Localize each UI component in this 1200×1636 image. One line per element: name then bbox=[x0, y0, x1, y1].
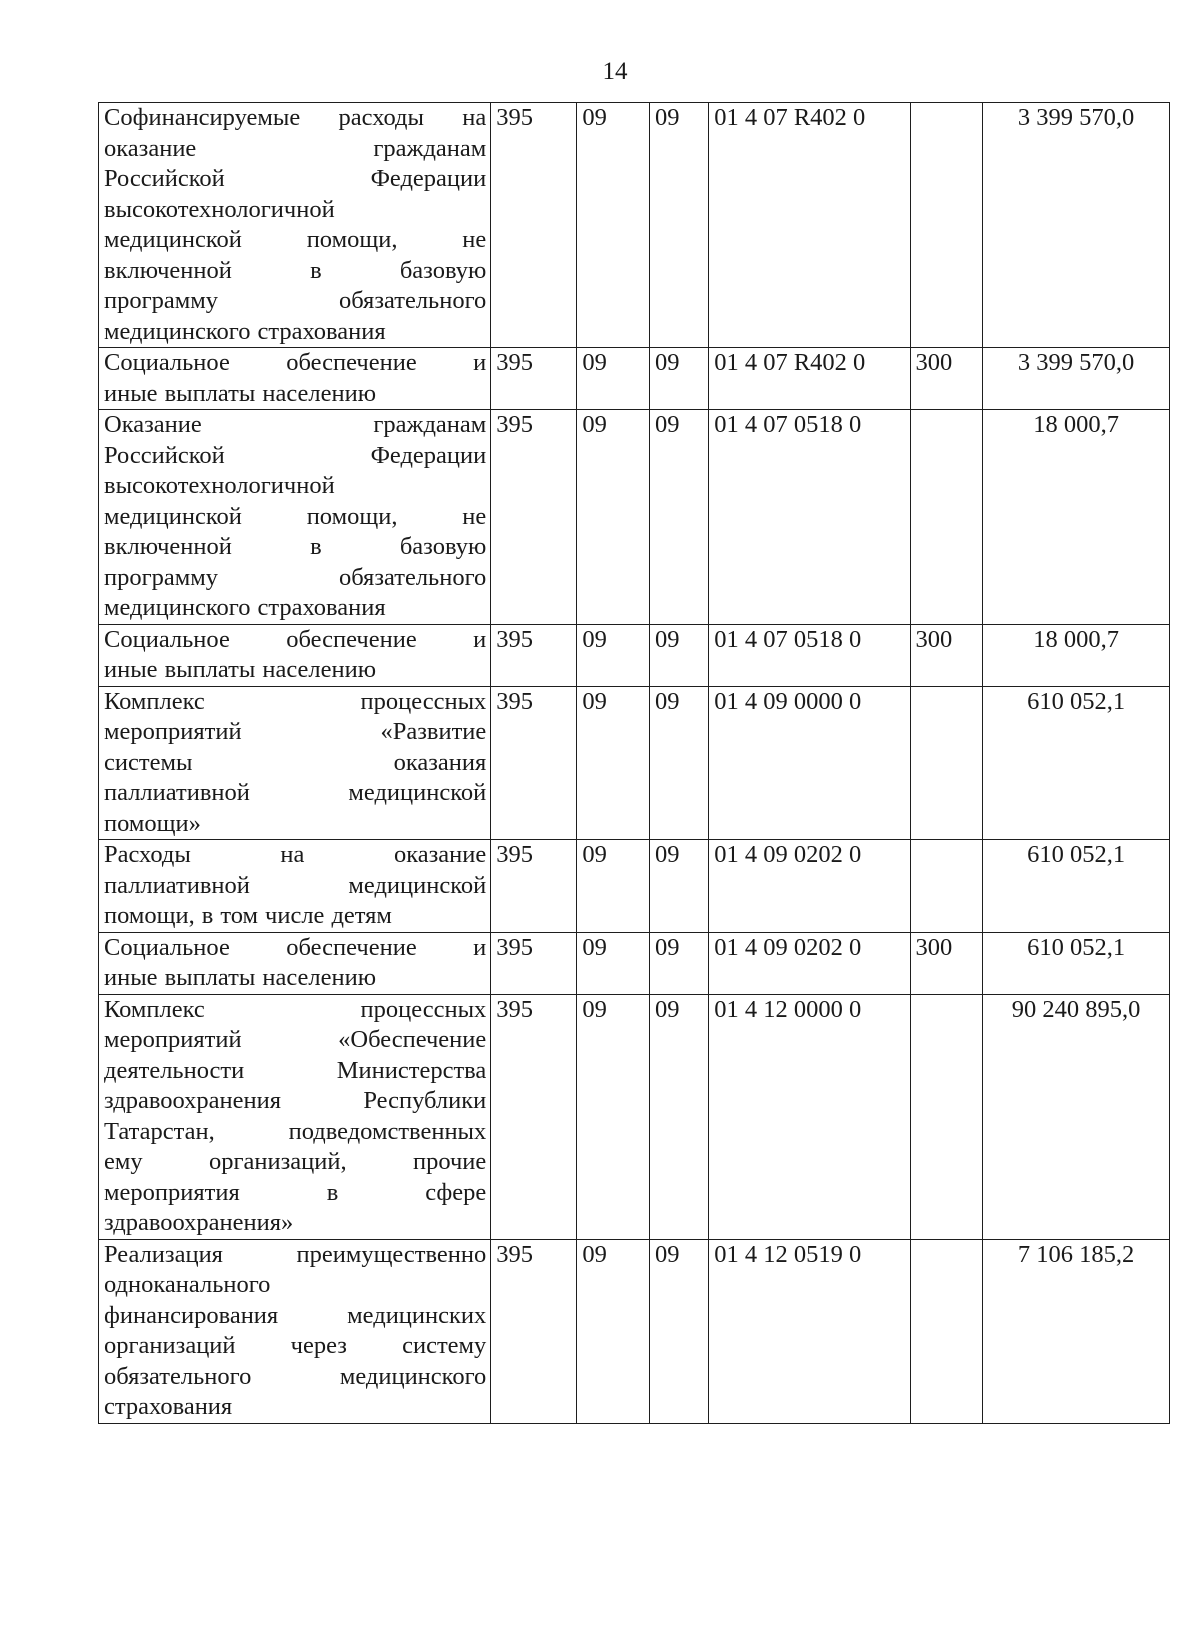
description-line bbox=[104, 809, 486, 840]
description-word: подведомственных bbox=[288, 1117, 487, 1145]
description-word: преимущественно bbox=[296, 1240, 487, 1268]
description-line bbox=[104, 1025, 486, 1056]
expense-type-code bbox=[910, 994, 983, 1239]
description-word: оказание bbox=[393, 841, 487, 868]
description-word: в bbox=[310, 533, 322, 560]
description-word: Социальное bbox=[104, 933, 230, 961]
description-word: Федерации bbox=[370, 441, 487, 469]
description-word: обязательного bbox=[338, 563, 487, 591]
description-word: выплаты bbox=[164, 379, 256, 407]
description-word: обязательного bbox=[338, 287, 487, 314]
description-word: обеспечение bbox=[286, 625, 417, 653]
description-word: Комплекс bbox=[104, 687, 205, 715]
row-description bbox=[99, 103, 491, 348]
description-line bbox=[104, 1392, 486, 1423]
expense-type-code: 300 bbox=[910, 624, 983, 686]
description-word: иные bbox=[104, 964, 158, 991]
description-line bbox=[104, 995, 486, 1026]
target-article-code: 01 4 07 R402 0 bbox=[709, 103, 910, 348]
description-word: медицинской bbox=[348, 779, 487, 806]
description-line bbox=[104, 717, 486, 748]
description-line bbox=[104, 441, 486, 472]
description-line bbox=[104, 1117, 486, 1148]
description-word: сфере bbox=[425, 1178, 487, 1206]
description-word: оказание bbox=[104, 134, 197, 162]
description-line bbox=[104, 134, 486, 165]
target-article-code: 01 4 09 0202 0 bbox=[709, 840, 910, 933]
description-line bbox=[104, 871, 486, 902]
description-word: Софинансируемые bbox=[104, 104, 301, 131]
section-code: 09 bbox=[577, 686, 650, 840]
description-line bbox=[104, 1056, 486, 1087]
description-word: населению bbox=[262, 964, 377, 991]
description-word: медицинского bbox=[339, 1362, 487, 1390]
section-code: 09 bbox=[577, 840, 650, 933]
description-line bbox=[104, 963, 486, 994]
description-word: включенной bbox=[104, 256, 232, 284]
subsection-code: 09 bbox=[650, 624, 709, 686]
description-word: через bbox=[290, 1332, 347, 1359]
description-word: оказания bbox=[393, 748, 487, 776]
description-line bbox=[104, 1208, 486, 1239]
description-word: систему bbox=[402, 1332, 487, 1359]
description-word: в bbox=[310, 256, 322, 284]
description-line bbox=[104, 164, 486, 195]
section-code: 09 bbox=[577, 932, 650, 994]
description-word: помощи» bbox=[104, 809, 201, 837]
description-word: паллиативной bbox=[104, 871, 250, 899]
description-word: базовую bbox=[399, 533, 487, 560]
description-line bbox=[104, 1331, 486, 1362]
description-word: процессных bbox=[360, 995, 487, 1023]
table-row bbox=[99, 348, 1170, 410]
amount-value: 610 052,1 bbox=[983, 840, 1170, 933]
description-line bbox=[104, 625, 486, 656]
table-row bbox=[99, 686, 1170, 840]
description-line bbox=[104, 225, 486, 256]
description-word: программу bbox=[104, 563, 219, 591]
target-article-code: 01 4 09 0000 0 bbox=[709, 686, 910, 840]
description-line bbox=[104, 256, 486, 287]
ministry-code: 395 bbox=[491, 348, 577, 410]
section-code: 09 bbox=[577, 624, 650, 686]
ministry-code: 395 bbox=[491, 686, 577, 840]
description-line bbox=[104, 286, 486, 317]
amount-value: 3 399 570,0 bbox=[983, 103, 1170, 348]
amount-value: 610 052,1 bbox=[983, 686, 1170, 840]
description-word: помощи, bbox=[306, 502, 398, 530]
description-word: иные bbox=[104, 656, 158, 683]
description-word: в bbox=[201, 902, 214, 929]
description-line bbox=[104, 778, 486, 809]
description-word: обязательного bbox=[104, 1362, 252, 1390]
description-word: включенной bbox=[104, 533, 232, 560]
description-word: числе bbox=[265, 902, 325, 929]
description-word: «Развитие bbox=[380, 718, 487, 745]
ministry-code: 395 bbox=[491, 932, 577, 994]
ministry-code: 395 bbox=[491, 410, 577, 625]
expense-type-code bbox=[910, 686, 983, 840]
target-article-code: 01 4 12 0519 0 bbox=[709, 1239, 910, 1423]
description-word: организаций, bbox=[208, 1148, 347, 1175]
description-word: и bbox=[473, 349, 487, 376]
description-line bbox=[104, 1178, 486, 1209]
description-word: деятельности bbox=[104, 1056, 245, 1084]
description-word: организаций bbox=[104, 1332, 236, 1359]
description-word: Российской bbox=[104, 441, 225, 469]
description-word: Социальное bbox=[104, 349, 230, 376]
target-article-code: 01 4 12 0000 0 bbox=[709, 994, 910, 1239]
description-word: высокотехнологичной bbox=[104, 195, 335, 223]
target-article-code: 01 4 09 0202 0 bbox=[709, 932, 910, 994]
description-word: Республики bbox=[363, 1087, 487, 1114]
subsection-code: 09 bbox=[650, 103, 709, 348]
amount-value: 18 000,7 bbox=[983, 410, 1170, 625]
description-line bbox=[104, 502, 486, 533]
row-description bbox=[99, 1239, 491, 1423]
description-word: и bbox=[473, 933, 487, 961]
description-line bbox=[104, 748, 486, 779]
description-word: Социальное bbox=[104, 625, 230, 653]
expense-type-code bbox=[910, 410, 983, 625]
expense-type-code: 300 bbox=[910, 348, 983, 410]
description-word: программу bbox=[104, 287, 219, 314]
description-word: здравоохранения» bbox=[104, 1209, 294, 1236]
description-word: выплаты bbox=[164, 964, 256, 991]
description-line bbox=[104, 933, 486, 964]
row-description bbox=[99, 410, 491, 625]
description-word: не bbox=[462, 502, 487, 530]
description-word: на bbox=[280, 841, 305, 868]
expense-type-code: 300 bbox=[910, 932, 983, 994]
table-row bbox=[99, 624, 1170, 686]
amount-value: 3 399 570,0 bbox=[983, 348, 1170, 410]
table-row bbox=[99, 410, 1170, 625]
ministry-code: 395 bbox=[491, 624, 577, 686]
description-word: гражданам bbox=[373, 134, 487, 162]
description-word: медицинской bbox=[104, 502, 242, 530]
description-word: системы bbox=[104, 748, 193, 776]
description-line bbox=[104, 471, 486, 502]
description-word: расходы bbox=[338, 104, 424, 131]
description-word: медицинской bbox=[104, 226, 242, 253]
description-word: прочие bbox=[412, 1148, 487, 1175]
subsection-code: 09 bbox=[650, 1239, 709, 1423]
amount-value: 90 240 895,0 bbox=[983, 994, 1170, 1239]
expense-type-code bbox=[910, 1239, 983, 1423]
description-word: мероприятий bbox=[104, 718, 242, 745]
table-row bbox=[99, 840, 1170, 933]
table-row bbox=[99, 1239, 1170, 1423]
amount-value: 18 000,7 bbox=[983, 624, 1170, 686]
description-line bbox=[104, 563, 486, 594]
description-word: помощи, bbox=[104, 902, 195, 929]
description-word: высокотехнологичной bbox=[104, 472, 335, 499]
description-word: «Обеспечение bbox=[338, 1026, 487, 1053]
description-word: мероприятия bbox=[104, 1178, 240, 1206]
description-line bbox=[104, 1362, 486, 1393]
subsection-code: 09 bbox=[650, 840, 709, 933]
description-line bbox=[104, 379, 486, 410]
row-description bbox=[99, 932, 491, 994]
description-line bbox=[104, 195, 486, 226]
description-word: иные bbox=[104, 379, 158, 407]
subsection-code: 09 bbox=[650, 686, 709, 840]
description-line bbox=[104, 687, 486, 718]
ministry-code: 395 bbox=[491, 103, 577, 348]
target-article-code: 01 4 07 0518 0 bbox=[709, 410, 910, 625]
subsection-code: 09 bbox=[650, 932, 709, 994]
description-word: медицинской bbox=[348, 871, 487, 899]
description-word: здравоохранения bbox=[104, 1087, 281, 1114]
table-row bbox=[99, 994, 1170, 1239]
description-line bbox=[104, 103, 486, 134]
description-word: страхования bbox=[104, 1393, 233, 1420]
target-article-code: 01 4 07 R402 0 bbox=[709, 348, 910, 410]
description-word: Комплекс bbox=[104, 995, 205, 1023]
description-word: Татарстан, bbox=[104, 1117, 215, 1145]
description-line bbox=[104, 317, 486, 348]
description-word: паллиативной bbox=[104, 779, 250, 806]
table-body bbox=[99, 103, 1170, 1424]
description-word: одноканального bbox=[104, 1271, 271, 1298]
description-word: том bbox=[220, 902, 259, 929]
description-line bbox=[104, 410, 486, 441]
subsection-code: 09 bbox=[650, 994, 709, 1239]
description-word: помощи, bbox=[306, 226, 398, 253]
row-description bbox=[99, 348, 491, 410]
description-word: финансирования bbox=[104, 1301, 279, 1329]
section-code: 09 bbox=[577, 410, 650, 625]
description-word: мероприятий bbox=[104, 1026, 242, 1053]
description-line bbox=[104, 593, 486, 624]
description-word: детям bbox=[331, 902, 392, 929]
description-word: населению bbox=[262, 656, 377, 683]
amount-value: 610 052,1 bbox=[983, 932, 1170, 994]
ministry-code: 395 bbox=[491, 994, 577, 1239]
description-line bbox=[104, 348, 486, 379]
section-code: 09 bbox=[577, 348, 650, 410]
description-word: гражданам bbox=[373, 411, 487, 438]
description-word: Федерации bbox=[370, 165, 487, 192]
description-word: медицинского bbox=[104, 317, 251, 345]
description-word: процессных bbox=[360, 687, 487, 715]
subsection-code: 09 bbox=[650, 410, 709, 625]
description-word: Реализация bbox=[104, 1240, 223, 1268]
expense-type-code bbox=[910, 840, 983, 933]
amount-value: 7 106 185,2 bbox=[983, 1239, 1170, 1423]
description-word: базовую bbox=[399, 256, 487, 284]
description-word: на bbox=[462, 104, 487, 131]
description-word: медицинских bbox=[347, 1301, 487, 1329]
row-description bbox=[99, 624, 491, 686]
description-line bbox=[104, 901, 486, 932]
description-word: Министерства bbox=[336, 1056, 487, 1084]
section-code: 09 bbox=[577, 994, 650, 1239]
description-line bbox=[104, 532, 486, 563]
description-line bbox=[104, 1301, 486, 1332]
description-word: страхования bbox=[257, 594, 386, 621]
description-line bbox=[104, 840, 486, 871]
budget-table bbox=[98, 102, 1170, 1424]
row-description bbox=[99, 994, 491, 1239]
description-word: Российской bbox=[104, 165, 225, 192]
table-row bbox=[99, 932, 1170, 994]
subsection-code: 09 bbox=[650, 348, 709, 410]
page-number: 14 bbox=[602, 58, 628, 85]
description-word: населению bbox=[262, 379, 377, 407]
description-word: не bbox=[462, 226, 487, 253]
description-word: обеспечение bbox=[286, 349, 417, 376]
description-word: страхования bbox=[257, 317, 386, 345]
description-word: обеспечение bbox=[286, 933, 417, 961]
description-line bbox=[104, 1086, 486, 1117]
ministry-code: 395 bbox=[491, 840, 577, 933]
description-word: выплаты bbox=[164, 656, 256, 683]
row-description bbox=[99, 686, 491, 840]
section-code: 09 bbox=[577, 103, 650, 348]
ministry-code: 395 bbox=[491, 1239, 577, 1423]
row-description bbox=[99, 840, 491, 933]
description-line bbox=[104, 1270, 486, 1301]
description-word: Расходы bbox=[104, 841, 191, 868]
description-word: в bbox=[326, 1178, 339, 1206]
description-line bbox=[104, 655, 486, 686]
target-article-code: 01 4 07 0518 0 bbox=[709, 624, 910, 686]
expense-type-code bbox=[910, 103, 983, 348]
description-line bbox=[104, 1147, 486, 1178]
section-code: 09 bbox=[577, 1239, 650, 1423]
description-line bbox=[104, 1240, 486, 1271]
description-word: ему bbox=[104, 1148, 143, 1175]
description-word: медицинского bbox=[104, 594, 251, 621]
table-row bbox=[99, 103, 1170, 348]
description-word: и bbox=[473, 625, 487, 653]
description-word: Оказание bbox=[104, 411, 202, 438]
